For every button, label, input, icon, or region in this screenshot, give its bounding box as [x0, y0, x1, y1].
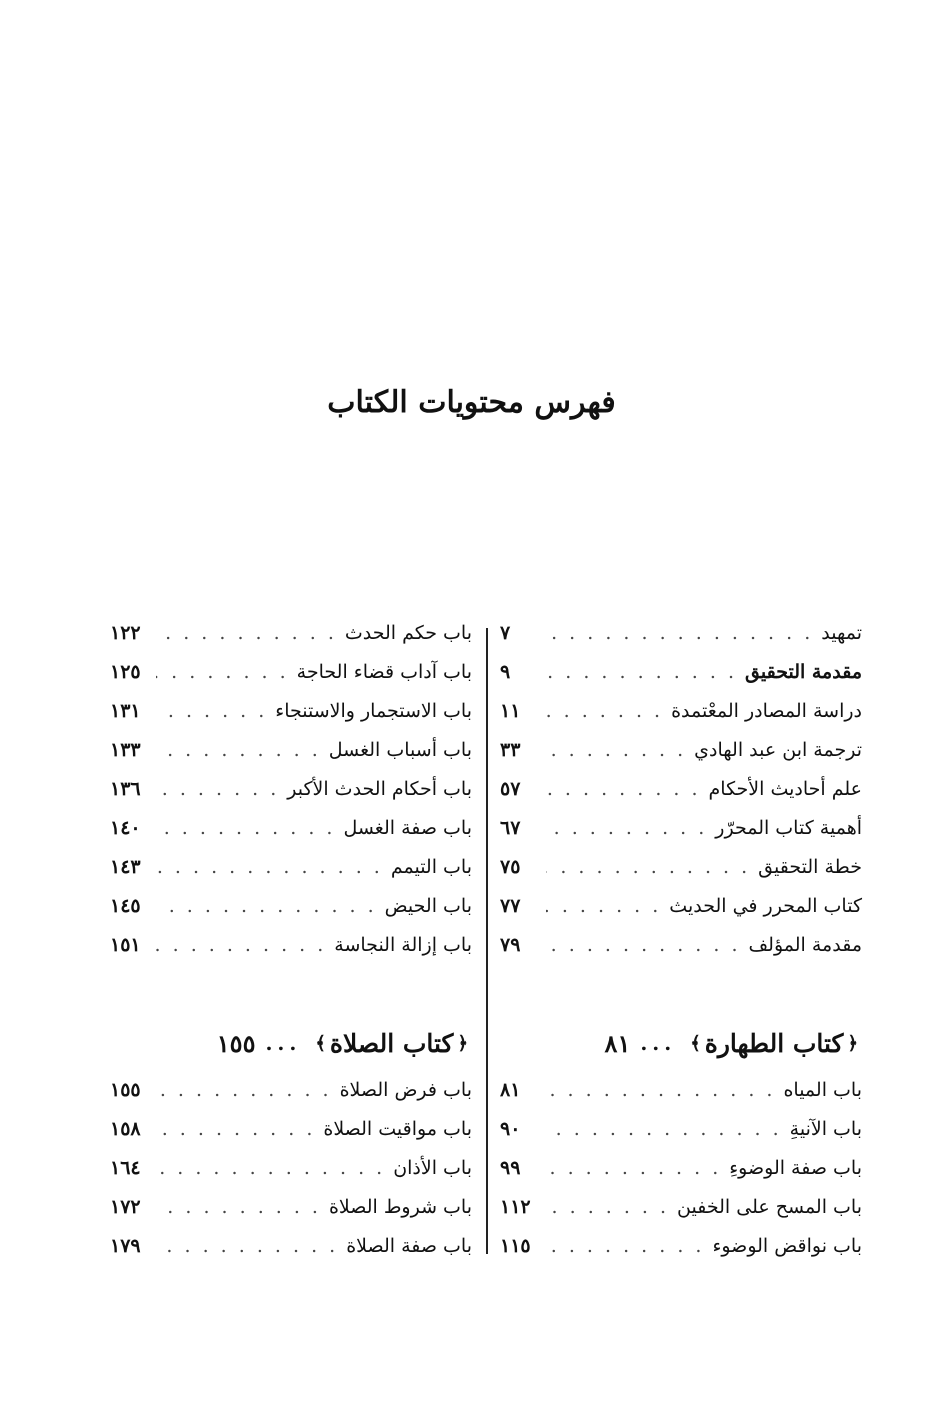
leader-dots — [156, 778, 279, 800]
toc-entry[interactable] — [110, 622, 472, 661]
toc-entry-label: علم أحاديث الأحكام — [708, 778, 862, 800]
ornament-open-icon: ﴿ — [847, 1032, 858, 1054]
toc-entry[interactable] — [500, 661, 862, 700]
leader-dots — [156, 895, 377, 917]
column-divider — [486, 628, 488, 1254]
toc-entry-page: ١٣١ — [110, 700, 141, 722]
toc-column-right — [500, 622, 862, 1274]
toc-entry[interactable] — [110, 739, 472, 778]
toc-entry[interactable] — [500, 700, 862, 739]
toc-entry-label: مقدمة التحقيق — [745, 661, 862, 683]
leader-dots — [156, 856, 383, 878]
toc-entry[interactable] — [110, 934, 472, 973]
toc-entry-page: ١٧٩ — [110, 1235, 141, 1257]
toc-entry-page: ٧٥ — [500, 856, 521, 878]
toc-entry-page: ٨١ — [500, 1079, 521, 1101]
toc-entry[interactable] — [110, 661, 472, 700]
leader-dots — [546, 661, 737, 683]
toc-entry-page: ١٥٥ — [110, 1079, 141, 1101]
leader-dots — [156, 739, 321, 761]
toc-entry-label: كتاب المحرر في الحديث — [669, 895, 862, 917]
toc-entry-label: باب آداب قضاء الحاجة — [296, 661, 472, 683]
toc-entry-page: ٦٧ — [500, 817, 521, 839]
leader-dots — [546, 856, 750, 878]
toc-entry-label: تمهيد — [821, 622, 862, 644]
toc-entry-label: باب نواقض الوضوء — [712, 1235, 862, 1257]
leader-dots — [156, 622, 337, 644]
leader-dots — [546, 622, 813, 644]
toc-entry-label: باب الأذان — [393, 1157, 472, 1179]
leader-dots — [156, 934, 326, 956]
toc-entry[interactable] — [110, 1079, 472, 1118]
toc-entry-label: باب مواقيت الصلاة — [323, 1118, 472, 1140]
leader-dots — [546, 1235, 704, 1257]
ornament-close-icon: ﴾ — [690, 1032, 701, 1054]
toc-entry[interactable] — [500, 1157, 862, 1196]
toc-entry-label: باب حكم الحدث — [344, 622, 472, 644]
toc-entry-label: باب شروط الصلاة — [328, 1196, 472, 1218]
toc-entry-label: باب فرض الصلاة — [339, 1079, 472, 1101]
toc-entry[interactable] — [110, 856, 472, 895]
leader-dots — [546, 817, 707, 839]
leader-dots — [546, 934, 741, 956]
toc-entry-page: ١٤٣ — [110, 856, 141, 878]
section-heading-tahara[interactable] — [500, 1015, 862, 1071]
toc-intro-list — [110, 622, 472, 973]
toc-entry[interactable] — [110, 895, 472, 934]
toc-entry[interactable] — [500, 1079, 862, 1118]
toc-entry-page: ١١ — [500, 700, 521, 722]
toc-column-left — [110, 622, 472, 1274]
leader-dots — [156, 817, 335, 839]
toc-entry-page: ١٣٣ — [110, 739, 141, 761]
toc-entry-label: باب المياه — [783, 1079, 862, 1101]
toc-entry-label: باب الآنيةِ — [789, 1118, 862, 1140]
toc-entry-page: ١١٢ — [500, 1196, 531, 1218]
toc-entry-page: ٥٧ — [500, 778, 521, 800]
toc-entry-page: ١٤٥ — [110, 895, 141, 917]
toc-entry-page: ٧ — [500, 622, 511, 644]
toc-intro-list — [500, 622, 862, 973]
toc-entry-page: ١٥١ — [110, 934, 141, 956]
section-page: ١٥٥ — [216, 1028, 256, 1058]
toc-entry[interactable] — [500, 739, 862, 778]
toc-entry-label: ترجمة ابن عبد الهادي — [694, 739, 862, 761]
section-dots: ... — [265, 1031, 302, 1055]
section-dots: ... — [640, 1031, 677, 1055]
toc-entry-label: باب أحكام الحدث الأكبر — [287, 778, 472, 800]
toc-entry-page: ٧٧ — [500, 895, 521, 917]
toc-entry-page: ١٢٢ — [110, 622, 141, 644]
toc-entry[interactable] — [110, 1157, 472, 1196]
toc-entry-label: مقدمة المؤلف — [748, 934, 862, 956]
leader-dots — [546, 1157, 721, 1179]
section-items-list — [500, 1079, 862, 1274]
toc-entry-page: ٩٠ — [500, 1118, 521, 1140]
section-heading-salah[interactable] — [110, 1015, 472, 1071]
toc-entry-label: باب صفة الغسل — [343, 817, 472, 839]
section-page: ٨١ — [604, 1028, 631, 1058]
toc-entry-label: باب التيمم — [390, 856, 472, 878]
toc-entry-page: ١٤٠ — [110, 817, 141, 839]
leader-dots — [546, 1196, 669, 1218]
toc-entry-label: باب صفة الوضوءِ — [729, 1157, 862, 1179]
toc-entry[interactable] — [110, 1235, 472, 1274]
toc-entry[interactable] — [110, 817, 472, 856]
toc-entry-label: خطة التحقيق — [758, 856, 862, 878]
toc-entry-page: ٧٩ — [500, 934, 521, 956]
toc-entry-page: ١٢٥ — [110, 661, 141, 683]
ornament-open-icon: ﴿ — [457, 1032, 468, 1054]
toc-entry-label: باب صفة الصلاة — [346, 1235, 472, 1257]
toc-entry-page: ٩٩ — [500, 1157, 521, 1179]
toc-entry[interactable] — [110, 1118, 472, 1157]
toc-entry-page: ١٧٢ — [110, 1196, 141, 1218]
toc-entry[interactable] — [500, 817, 862, 856]
leader-dots — [546, 700, 663, 722]
toc-entry-label: أهمية كتاب المحرّر — [715, 817, 862, 839]
toc-entry[interactable] — [500, 934, 862, 973]
toc-entry-page: ١١٥ — [500, 1235, 531, 1257]
toc-entry-page: ٩ — [500, 661, 511, 683]
section-title: كتاب الصلاة — [329, 1028, 454, 1058]
leader-dots — [546, 739, 686, 761]
toc-entry[interactable] — [110, 1196, 472, 1235]
toc-entry-page: ١٥٨ — [110, 1118, 141, 1140]
toc-entry[interactable] — [500, 1118, 862, 1157]
toc-entry[interactable] — [110, 778, 472, 817]
toc-entry-label: باب الاستجمار والاستنجاء — [275, 700, 472, 722]
toc-entry[interactable] — [500, 622, 862, 661]
toc-entry-label: باب أسباب الغسل — [328, 739, 472, 761]
leader-dots — [156, 1196, 321, 1218]
leader-dots — [156, 1118, 315, 1140]
section-items-list — [110, 1079, 472, 1274]
toc-entry-label: باب المسح على الخفين — [677, 1196, 862, 1218]
toc-entry[interactable] — [500, 895, 862, 934]
ornament-close-icon: ﴾ — [315, 1032, 326, 1054]
toc-entry[interactable] — [500, 778, 862, 817]
toc-entry-label: باب إزالة النجاسة — [334, 934, 472, 956]
leader-dots — [156, 1079, 332, 1101]
toc-entry-page: ١٦٤ — [110, 1157, 141, 1179]
page-title: فهرس محتويات الكتاب — [327, 385, 616, 420]
leader-dots — [546, 895, 661, 917]
toc-entry-page: ١٣٦ — [110, 778, 141, 800]
toc-entry-page: ٣٣ — [500, 739, 521, 761]
leader-dots — [156, 700, 267, 722]
toc-entry[interactable] — [500, 1235, 862, 1274]
leader-dots — [156, 1157, 385, 1179]
leader-dots — [156, 1235, 338, 1257]
toc-entry-label: باب الحيض — [384, 895, 472, 917]
toc-entry[interactable] — [110, 700, 472, 739]
toc-entry-label: دراسة المصادر المعْتمدة — [671, 700, 862, 722]
section-title: كتاب الطهارة — [704, 1028, 844, 1058]
leader-dots — [546, 1118, 782, 1140]
toc-entry[interactable] — [500, 856, 862, 895]
leader-dots — [156, 661, 289, 683]
leader-dots — [546, 1079, 775, 1101]
leader-dots — [546, 778, 701, 800]
toc-entry[interactable] — [500, 1196, 862, 1235]
